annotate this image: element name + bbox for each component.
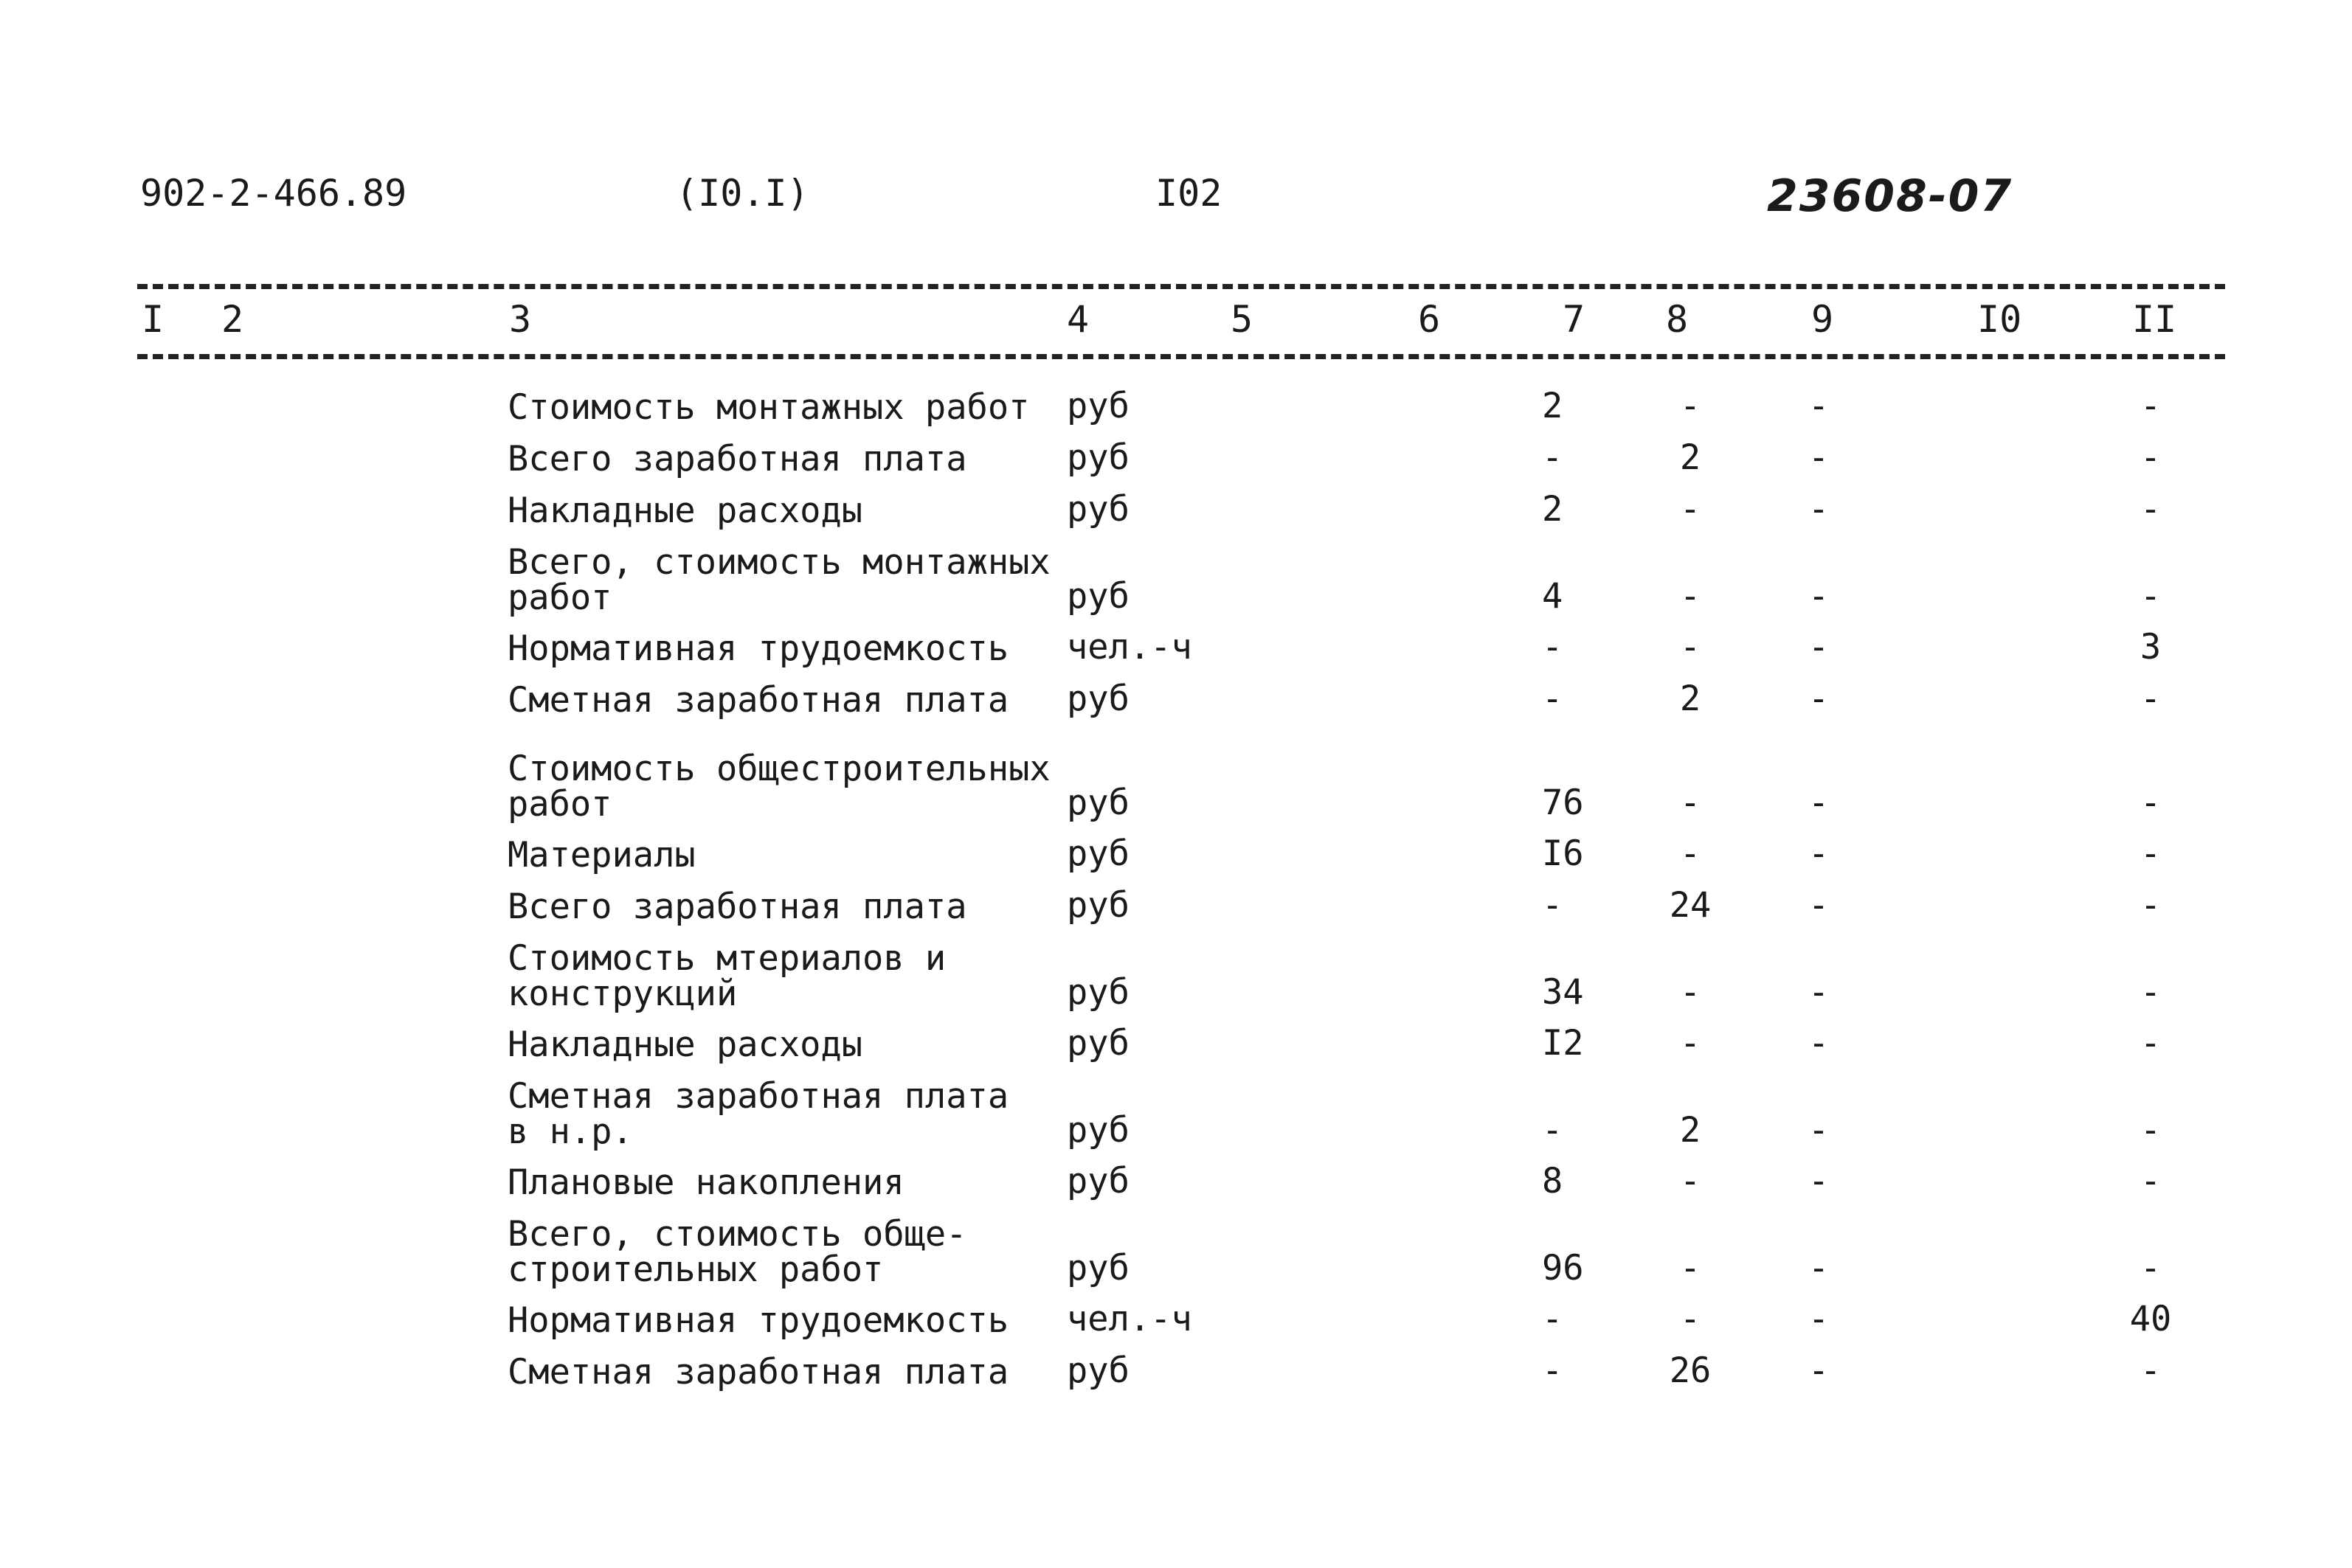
col9-cell: -: [1808, 1023, 1830, 1064]
col9-cell: -: [1808, 1248, 1830, 1288]
col7-cell: 96: [1542, 1248, 1584, 1288]
col7-cell: -: [1542, 1110, 1563, 1151]
column-number: 5: [1231, 298, 1253, 341]
row-label: Нормативная трудоемкость: [508, 1300, 1009, 1341]
col11-cell: -: [2140, 679, 2162, 719]
unit-cell: руб: [1067, 972, 1130, 1013]
unit-cell: руб: [1067, 576, 1130, 617]
col9-cell: -: [1808, 1350, 1830, 1391]
table-row: [0, 387, 2352, 426]
table-row: [0, 1162, 2352, 1201]
row-label: Стоимость мтериалов и конструкций: [508, 938, 947, 1014]
col11-cell: -: [2140, 783, 2162, 823]
unit-cell: руб: [1067, 1350, 1130, 1391]
col9-cell: -: [1808, 437, 1830, 478]
row-label: Сметная заработная плата в н.р.: [508, 1076, 1009, 1152]
col11-cell: -: [2140, 885, 2162, 926]
col8-cell: 2: [1679, 437, 1701, 478]
col7-cell: 2: [1542, 489, 1563, 530]
row-label: Всего заработная плата: [508, 887, 967, 927]
col7-cell: 2: [1542, 386, 1563, 426]
col8-cell: 26: [1669, 1350, 1712, 1391]
col7-cell: -: [1542, 627, 1563, 667]
col9-cell: -: [1808, 679, 1830, 719]
col11-cell: -: [2140, 437, 2162, 478]
table-row: [0, 1300, 2352, 1339]
col7-cell: -: [1542, 679, 1563, 719]
col9-cell: -: [1808, 1161, 1830, 1201]
column-number: 3: [509, 298, 532, 341]
column-number: I: [142, 298, 165, 341]
unit-cell: руб: [1067, 885, 1130, 926]
row-label: Всего заработная плата: [508, 439, 967, 479]
col9-cell: -: [1808, 1110, 1830, 1151]
unit-cell: руб: [1067, 679, 1130, 719]
col8-cell: -: [1679, 783, 1701, 823]
col7-cell: I2: [1542, 1023, 1584, 1064]
unit-cell: руб: [1067, 833, 1130, 874]
table-row: [0, 749, 2352, 825]
column-number: 4: [1067, 298, 1090, 341]
unit-cell: руб: [1067, 437, 1130, 478]
col7-cell: I6: [1542, 833, 1584, 874]
col9-cell: -: [1808, 783, 1830, 823]
handwritten-stamp-number: 23608-07: [1767, 170, 2013, 222]
col9-cell: -: [1808, 1299, 1830, 1339]
table-row: [0, 679, 2352, 721]
unit-cell: руб: [1067, 489, 1130, 530]
col8-cell: -: [1679, 627, 1701, 667]
col11-cell: -: [2140, 576, 2162, 617]
unit-cell: руб: [1067, 1161, 1130, 1201]
table-row: [0, 1214, 2352, 1288]
unit-cell: руб: [1067, 1023, 1130, 1064]
section-number: (I0.I): [676, 172, 809, 215]
col8-cell: -: [1679, 1299, 1701, 1339]
col8-cell: -: [1679, 489, 1701, 530]
col11-cell: -: [2140, 1248, 2162, 1288]
unit-cell: чел.-ч: [1067, 1299, 1192, 1339]
col11-cell: -: [2140, 833, 2162, 874]
col8-cell: 24: [1669, 885, 1712, 926]
table-row: [0, 887, 2352, 925]
col8-cell: 2: [1679, 679, 1701, 719]
table-row: [0, 835, 2352, 873]
column-number: 9: [1811, 298, 1834, 341]
table-row: [0, 542, 2352, 616]
column-number: 8: [1666, 298, 1689, 341]
col9-cell: -: [1808, 833, 1830, 874]
unit-cell: руб: [1067, 783, 1130, 823]
row-label: Всего, стоимость обще- строительных работ: [508, 1214, 967, 1290]
table-row: [0, 490, 2352, 529]
col8-cell: -: [1679, 386, 1701, 426]
table-row: [0, 628, 2352, 667]
unit-cell: руб: [1067, 386, 1130, 426]
column-number: 7: [1563, 298, 1585, 341]
table-row: [0, 1076, 2352, 1150]
col8-cell: 2: [1679, 1110, 1701, 1151]
col9-cell: -: [1808, 972, 1830, 1013]
row-label: Накладные расходы: [508, 1024, 863, 1065]
col8-cell: -: [1679, 1248, 1701, 1288]
row-label: Всего, стоимость монтажных работ: [508, 542, 1051, 618]
col9-cell: -: [1808, 576, 1830, 617]
column-number: II: [2132, 298, 2177, 341]
col11-cell: -: [2140, 1161, 2162, 1201]
row-label: Стоимость общестроительных работ: [508, 749, 1051, 825]
col11-cell: -: [2140, 1023, 2162, 1064]
column-number: 6: [1418, 298, 1441, 341]
row-label: Материалы: [508, 835, 696, 875]
unit-cell: чел.-ч: [1067, 627, 1192, 667]
table-row: [0, 938, 2352, 1012]
column-number: 2: [221, 298, 244, 341]
row-label: Нормативная трудоемкость: [508, 628, 1009, 669]
unit-cell: руб: [1067, 1248, 1130, 1288]
col7-cell: -: [1542, 1350, 1563, 1391]
unit-cell: руб: [1067, 1110, 1130, 1151]
col7-cell: 34: [1542, 972, 1584, 1013]
col7-cell: -: [1542, 1299, 1563, 1339]
col11-cell: -: [2140, 489, 2162, 530]
page-number: I02: [1155, 172, 1222, 215]
col9-cell: -: [1808, 885, 1830, 926]
col8-cell: -: [1679, 576, 1701, 617]
col8-cell: -: [1679, 972, 1701, 1013]
table-row: [0, 439, 2352, 477]
col11-cell: -: [2140, 386, 2162, 426]
col7-cell: 4: [1542, 576, 1563, 617]
column-number: I0: [1977, 298, 2022, 341]
row-label: Стоимость монтажных работ: [508, 387, 1030, 428]
document-code: 902-2-466.89: [140, 172, 407, 215]
table-row: [0, 1352, 2352, 1390]
col7-cell: 8: [1542, 1161, 1563, 1201]
col11-cell: 3: [2140, 627, 2162, 667]
col11-cell: -: [2140, 1350, 2162, 1391]
table-row: [0, 1024, 2352, 1063]
row-label: Накладные расходы: [508, 490, 863, 531]
col11-cell: 40: [2129, 1299, 2172, 1339]
col7-cell: 76: [1542, 783, 1584, 823]
col8-cell: -: [1679, 1161, 1701, 1201]
col9-cell: -: [1808, 489, 1830, 530]
col11-cell: -: [2140, 972, 2162, 1013]
col9-cell: -: [1808, 627, 1830, 667]
col11-cell: -: [2140, 1110, 2162, 1151]
col7-cell: -: [1542, 885, 1563, 926]
row-label: Сметная заработная плата: [508, 1352, 1009, 1392]
row-label: Сметная заработная плата: [508, 680, 1009, 721]
col8-cell: -: [1679, 1023, 1701, 1064]
col9-cell: -: [1808, 386, 1830, 426]
col8-cell: -: [1679, 833, 1701, 874]
row-label: Плановые накопления: [508, 1162, 905, 1203]
col7-cell: -: [1542, 437, 1563, 478]
